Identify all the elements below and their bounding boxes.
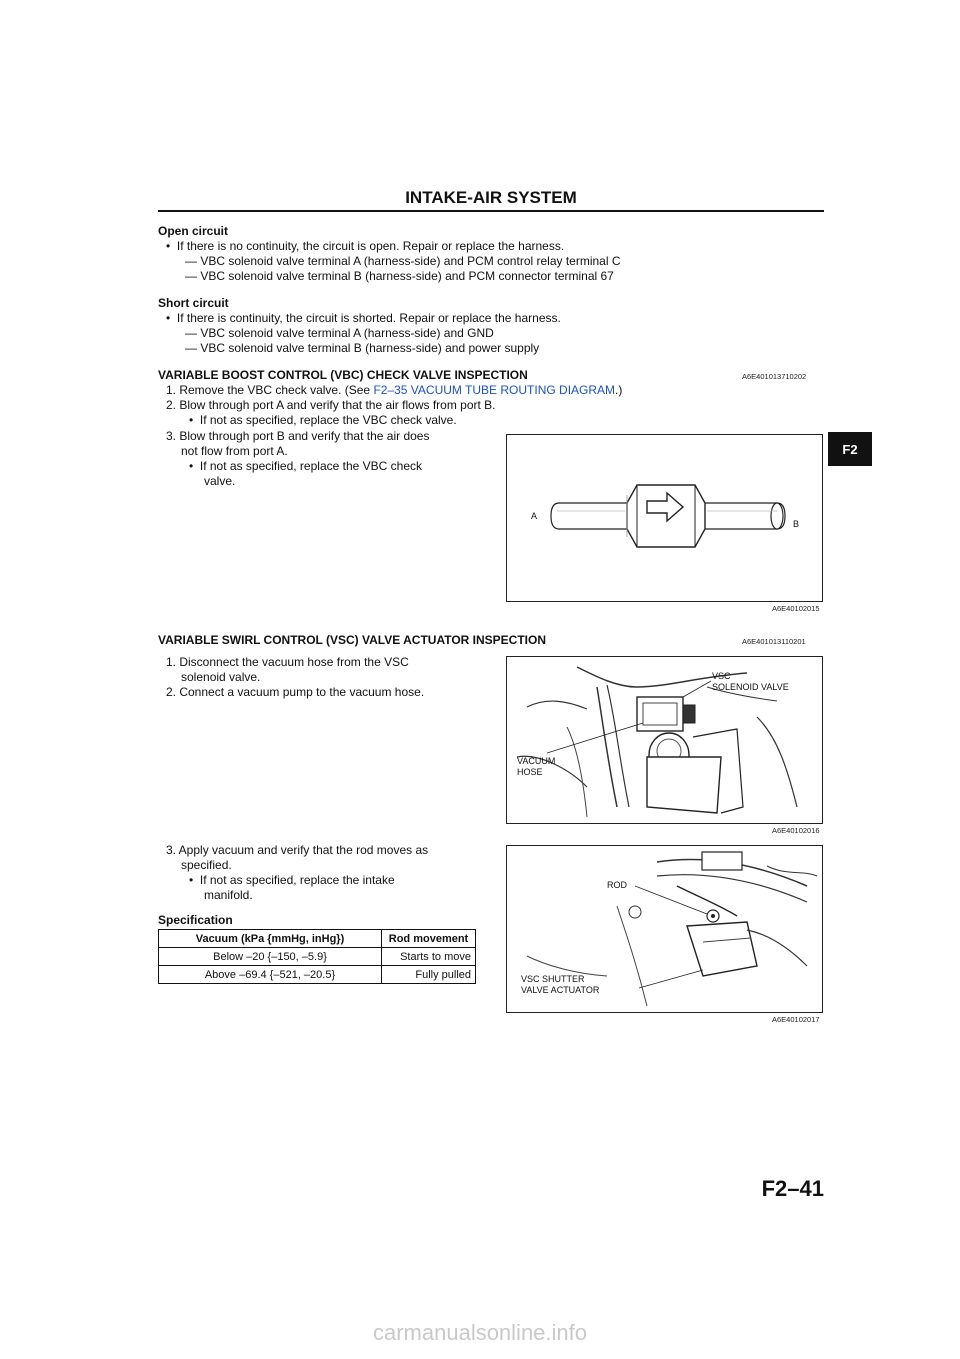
vsc-shutter-label-line-1: VSC SHUTTER <box>521 974 585 984</box>
table-cell-rod-movement: Fully pulled <box>382 966 476 984</box>
open-circuit-bullet: • If there is no continuity, the circuit is open. Repair or replace the harness. <box>166 239 565 253</box>
table-cell-rod-movement: Starts to move <box>382 948 476 966</box>
table-header-row <box>159 930 476 948</box>
vbc-section-title: VARIABLE BOOST CONTROL (VBC) CHECK VALVE INSPECTION <box>158 368 528 382</box>
rod-shape <box>677 886 737 916</box>
vsc-step-3-bullet-text: If not as specified, replace the intake <box>199 873 395 887</box>
vsc-step-3-line-1: 3. Apply vacuum and verify that the rod moves as <box>166 843 429 857</box>
vsc-step-1-line-2: solenoid valve. <box>181 670 261 684</box>
vsc-step-3-line-2: specified. <box>181 858 232 872</box>
vbc-step-3-bullet-text: If not as specified, replace the VBC check <box>199 459 422 473</box>
vsc-shutter-label-line-2: VALVE ACTUATOR <box>521 985 600 995</box>
open-circuit-item-1: — VBC solenoid valve terminal A (harness-side) and PCM control relay terminal C <box>185 254 621 268</box>
vsc-solenoid-label-line-1: VSC <box>712 671 731 681</box>
port-a-pipe <box>551 503 627 529</box>
specification-title: Specification <box>158 913 233 927</box>
vbc-check-valve-illustration <box>507 435 822 601</box>
vbc-step-3-bullet-line-2: valve. <box>204 474 236 488</box>
specification-table <box>158 929 476 984</box>
vsc-step-3-bullet-line-2: manifold. <box>204 888 253 902</box>
table-header-rod-movement: Rod movement <box>382 930 476 948</box>
vsc-section-title: VARIABLE SWIRL CONTROL (VSC) VALVE ACTUATOR INSPECTION <box>158 633 547 647</box>
short-circuit-item-2: — VBC solenoid valve terminal B (harness-side) and power supply <box>185 341 540 355</box>
short-circuit-bullet: • If there is continuity, the circuit is shorted. Repair or replace the harness. <box>166 311 561 325</box>
vbc-step-3-bullet: • If not as specified, replace the VBC check <box>189 459 422 473</box>
table-row <box>159 948 476 966</box>
short-circuit-bullet-text: If there is continuity, the circuit is shorted. Repair or replace the harness. <box>176 311 561 325</box>
open-circuit-item-2: — VBC solenoid valve terminal B (harness-side) and PCM connector terminal 67 <box>185 269 614 283</box>
vbc-section-code: A6E401013710202 <box>742 372 807 381</box>
vbc-step-2-bullet: • If not as specified, replace the VBC check valve. <box>189 413 457 427</box>
vsc-step-2: 2. Connect a vacuum pump to the vacuum hose. <box>166 685 425 699</box>
header-rule <box>158 210 824 212</box>
vsc-figure-1-code: A6E40102016 <box>772 826 820 835</box>
vsc-solenoid-label-line-2: SOLENOID VALVE <box>712 682 789 692</box>
table-cell-vacuum: Below –20 {–150, –5.9} <box>159 948 382 966</box>
vacuum-tube-routing-link[interactable]: F2–35 VACUUM TUBE ROUTING DIAGRAM <box>373 383 616 397</box>
valve-body <box>627 485 705 547</box>
vbc-figure-code: A6E40102015 <box>772 604 820 613</box>
watermark: carmanualsonline.info <box>372 1320 588 1345</box>
vbc-step-2: 2. Blow through port A and verify that the air flows from port B. <box>166 398 496 412</box>
vbc-step-2-bullet-text: If not as specified, replace the VBC check valve. <box>199 413 457 427</box>
table-row <box>159 966 476 984</box>
vsc-section-code: A6E401013110201 <box>742 637 806 646</box>
table-cell-vacuum: Above –69.4 {–521, –20.5} <box>159 966 382 984</box>
port-b-label: B <box>793 519 800 529</box>
section-tab[interactable]: F2 <box>828 432 872 466</box>
vbc-check-valve-figure <box>506 434 823 602</box>
short-circuit-title: Short circuit <box>158 296 229 310</box>
short-circuit-item-1: — VBC solenoid valve terminal A (harness-side) and GND <box>185 326 494 340</box>
port-a-label: A <box>531 511 538 521</box>
actuator-body <box>687 922 757 976</box>
open-circuit-title: Open circuit <box>158 224 229 238</box>
vbc-step-1-end: .) <box>615 383 623 397</box>
vbc-step-1-text: 1. Remove the VBC check valve. (See <box>166 383 374 397</box>
vsc-figure-2-code: A6E40102017 <box>772 1015 820 1024</box>
vbc-step-3-line-1: 3. Blow through port B and verify that the air does <box>166 429 430 443</box>
vsc-step-3-bullet: • If not as specified, replace the intake <box>189 873 395 887</box>
vsc-solenoid-figure <box>506 656 823 824</box>
vacuum-hose-label-line-2: HOSE <box>517 767 543 777</box>
rod-label: ROD <box>607 880 627 890</box>
open-circuit-bullet-text: If there is no continuity, the circuit is open. Repair or replace the harness. <box>176 239 565 253</box>
vbc-step-1 <box>166 383 622 398</box>
page-number: F2–41 <box>761 1176 824 1201</box>
table-header-vacuum: Vacuum (kPa {mmHg, inHg}) <box>159 930 382 948</box>
page-header-title: INTAKE-AIR SYSTEM <box>405 188 577 207</box>
vacuum-hose-label-line-1: VACUUM <box>517 756 556 766</box>
solenoid-valve-shape <box>637 697 683 731</box>
vbc-step-3-line-2: not flow from port A. <box>181 444 288 458</box>
vsc-shutter-actuator-figure <box>506 845 823 1013</box>
vsc-step-1-line-1: 1. Disconnect the vacuum hose from the VSC <box>166 655 409 669</box>
